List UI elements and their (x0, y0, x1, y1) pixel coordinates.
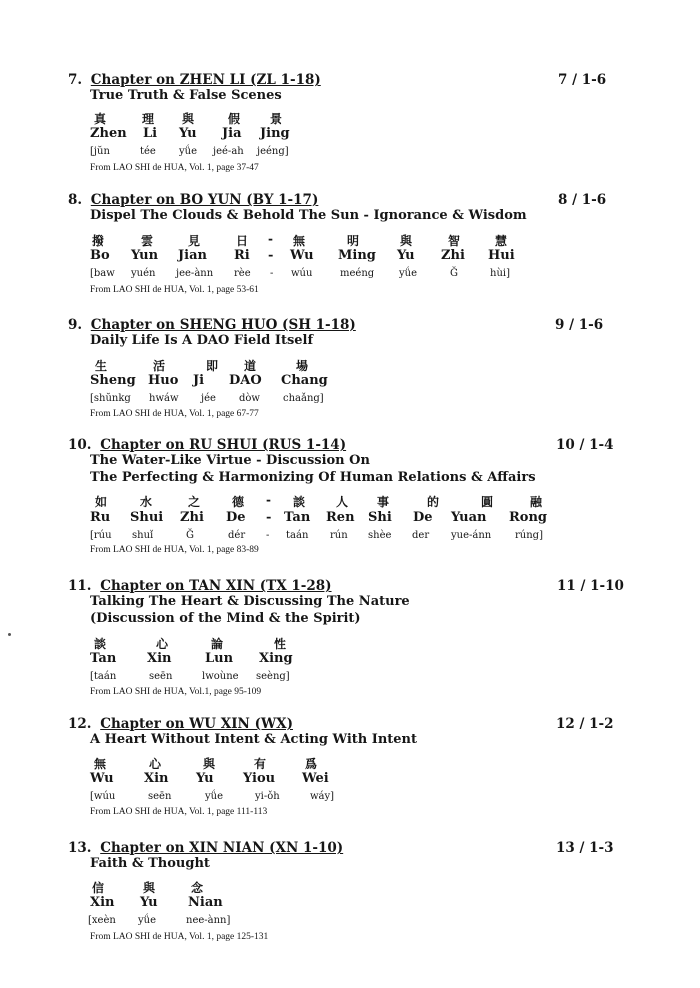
pinyin-word: - (266, 510, 272, 525)
pinyin-row (0, 126, 700, 142)
pronunciation: Ğ (450, 268, 458, 279)
pinyin-word: Chang (281, 373, 328, 388)
source-citation: From LAO SHI de HUA, Vol. 1, page 53-61 (90, 285, 259, 295)
pinyin-row (0, 248, 700, 264)
pronunciation: yǘe (205, 791, 224, 802)
pinyin-word: DAO (229, 373, 262, 388)
chapter-heading (68, 437, 346, 453)
pronunciation: meéng (340, 268, 375, 279)
source-citation: From LAO SHI de HUA, Vol. 1, page 67-77 (90, 409, 259, 419)
pronunciation: yǘe (138, 915, 157, 926)
pronunciation: [baw (90, 268, 115, 279)
pinyin-word: Lun (205, 651, 234, 666)
pinyin-word: Bo (90, 248, 110, 263)
pronunciation-row (0, 671, 700, 687)
pinyin-word: Yu (179, 126, 197, 141)
source-citation: From LAO SHI de HUA, Vol. 1, page 37-47 (90, 163, 259, 173)
chapter-reference: 8 / 1-6 (558, 192, 607, 208)
pinyin-word: Xin (144, 771, 169, 786)
hanzi-char: 道 (244, 359, 257, 373)
pronunciation: [wúu (90, 791, 116, 802)
pinyin-word: Yun (131, 248, 159, 263)
hanzi-char: 智 (448, 234, 461, 248)
pronunciation: dér (228, 530, 246, 541)
pronunciation-row (0, 146, 700, 162)
hanzi-char: 念 (191, 881, 204, 895)
hanzi-char: 雲 (141, 234, 154, 248)
hanzi-row (0, 232, 700, 248)
chapter-reference: 12 / 1-2 (556, 716, 614, 732)
hanzi-char: 慧 (495, 234, 508, 248)
chapter-subtitle: Faith & Thought (90, 856, 210, 871)
pinyin-word: Hui (488, 248, 515, 263)
hanzi-row (0, 110, 700, 126)
pronunciation: seēn (148, 791, 172, 802)
pinyin-row (0, 510, 700, 526)
pinyin-word: Yuan (451, 510, 487, 525)
pinyin-word: Ji (193, 373, 205, 388)
pronunciation-row (0, 791, 700, 807)
pronunciation: yǘe (179, 146, 198, 157)
pronunciation: dòw (239, 393, 260, 404)
pronunciation-row (0, 530, 700, 546)
pronunciation: shuǐ (132, 530, 154, 541)
pinyin-row (0, 895, 700, 911)
chapter-link[interactable]: Chapter on WU XIN (WX) (100, 716, 293, 732)
chapter-number: 13. (68, 840, 92, 856)
pinyin-word: Wu (90, 771, 114, 786)
pronunciation: yuén (131, 268, 156, 279)
hanzi-row (0, 755, 700, 771)
pronunciation: der (412, 530, 430, 541)
pronunciation: yǘe (399, 268, 418, 279)
chapter-reference: 10 / 1-4 (556, 437, 614, 453)
pronunciation: jée (201, 393, 216, 404)
hanzi-char: 圓 (481, 495, 494, 509)
hanzi-char: 德 (232, 495, 245, 509)
pronunciation: hùi] (490, 268, 510, 279)
pinyin-word: Yu (397, 248, 415, 263)
pinyin-word: Ren (326, 510, 355, 525)
pronunciation: shèe (368, 530, 392, 541)
pronunciation-row (0, 393, 700, 409)
chapter-number: 10. (68, 437, 92, 453)
pinyin-word: Sheng (90, 373, 136, 388)
hanzi-char: 生 (95, 359, 108, 373)
pronunciation: jeé-ah (213, 146, 244, 157)
pinyin-word: Zhi (180, 510, 204, 525)
pinyin-word: Xin (90, 895, 115, 910)
hanzi-char: 景 (270, 112, 283, 126)
pronunciation: seēn (149, 671, 173, 682)
hanzi-char: 談 (293, 495, 306, 509)
hanzi-char: 性 (274, 637, 287, 651)
chapter-subtitle: Daily Life Is A DAO Field Itself (90, 333, 314, 348)
hanzi-char: 水 (140, 495, 153, 509)
hanzi-char: 信 (92, 881, 105, 895)
hanzi-char: - (268, 232, 273, 246)
chapter-reference: 9 / 1-6 (555, 317, 604, 333)
source-citation: From LAO SHI de HUA, Vol. 1, page 111-113 (90, 807, 268, 817)
pronunciation: jeéng] (257, 146, 289, 157)
source-citation: From LAO SHI de HUA, Vol. 1, page 125-131 (90, 932, 269, 942)
pinyin-word: Yu (196, 771, 214, 786)
chapter-heading (68, 716, 293, 732)
pronunciation-row (0, 268, 700, 284)
pinyin-row (0, 651, 700, 667)
pinyin-word: - (268, 248, 274, 263)
chapter-heading (68, 840, 343, 856)
pinyin-word: Wei (302, 771, 329, 786)
pronunciation: [taán (90, 671, 117, 682)
pinyin-word: Jian (178, 248, 207, 263)
chapter-heading (68, 317, 356, 333)
chapter-link[interactable]: Chapter on RU SHUI (RUS 1-14) (100, 437, 347, 453)
chapter-number: 12. (68, 716, 92, 732)
hanzi-char: 理 (142, 112, 155, 126)
chapter-reference: 11 / 1-10 (557, 578, 624, 594)
source-citation: From LAO SHI de HUA, Vol.1, page 95-109 (90, 687, 262, 697)
pronunciation: [shŭnkg (90, 393, 131, 404)
chapter-number: 7. (68, 72, 83, 88)
hanzi-row (0, 493, 700, 509)
pronunciation: yue-ánn (451, 530, 492, 541)
hanzi-char: 如 (95, 495, 108, 509)
chapter-subtitle: True Truth & False Scenes (90, 88, 282, 103)
pronunciation: rúng] (515, 530, 543, 541)
chapter-subtitle: Talking The Heart & Discussing The Nature (90, 594, 410, 609)
pinyin-word: Jing (260, 126, 290, 141)
hanzi-char: 假 (228, 112, 241, 126)
pinyin-word: Zhi (441, 248, 465, 263)
hanzi-char: 活 (153, 359, 166, 373)
pinyin-row (0, 373, 700, 389)
chapter-subtitle: The Water-Like Virtue - Discussion On (90, 453, 370, 468)
hanzi-char: 日 (236, 234, 249, 248)
pronunciation: nee-ànn] (186, 915, 231, 926)
chapter-link[interactable]: Chapter on XIN NIAN (XN 1-10) (100, 840, 344, 856)
pronunciation: Ğ (186, 530, 194, 541)
pronunciation: wúu (291, 268, 313, 279)
hanzi-char: - (266, 493, 271, 507)
pronunciation: jee-ànn (176, 268, 214, 279)
hanzi-char: 之 (188, 495, 201, 509)
pinyin-word: De (226, 510, 246, 525)
hanzi-char: 的 (427, 495, 440, 509)
pronunciation: [rúu (90, 530, 112, 541)
source-citation: From LAO SHI de HUA, Vol. 1, page 83-89 (90, 545, 259, 555)
pinyin-word: Ru (90, 510, 111, 525)
pronunciation: yi-ǒh (255, 791, 280, 802)
pinyin-word: De (413, 510, 433, 525)
pronunciation: hwáw (149, 393, 179, 404)
hanzi-char: 談 (94, 637, 107, 651)
chapter-subtitle: The Perfecting & Harmonizing Of Human Relations & Affairs (90, 470, 536, 485)
pinyin-word: Rong (509, 510, 548, 525)
pinyin-word: Wu (290, 248, 314, 263)
pronunciation: tée (140, 146, 156, 157)
pinyin-word: Xing (259, 651, 293, 666)
hanzi-row (0, 635, 700, 651)
hanzi-char: 人 (336, 495, 349, 509)
pronunciation: taán (286, 530, 309, 541)
chapter-reference: 13 / 1-3 (556, 840, 614, 856)
chapter-link[interactable]: Chapter on SHENG HUO (SH 1-18) (90, 317, 356, 333)
hanzi-char: 見 (188, 234, 201, 248)
hanzi-char: 撥 (92, 234, 105, 248)
pronunciation: [xeèn (88, 915, 116, 926)
pronunciation: rèe (234, 268, 251, 279)
chapter-reference: 7 / 1-6 (558, 72, 607, 88)
hanzi-row (0, 357, 700, 373)
hanzi-char: 即 (206, 359, 219, 373)
hanzi-char: 與 (182, 112, 195, 126)
pronunciation: - (266, 530, 270, 541)
pinyin-word: Xin (147, 651, 172, 666)
hanzi-char: 爲 (305, 757, 318, 771)
hanzi-char: 無 (293, 234, 306, 248)
chapter-heading (68, 72, 321, 88)
pronunciation: [jŭn (90, 146, 110, 157)
pinyin-word: Tan (284, 510, 311, 525)
pinyin-word: Ming (338, 248, 376, 263)
hanzi-char: 有 (254, 757, 267, 771)
hanzi-char: 場 (296, 359, 309, 373)
hanzi-char: 心 (156, 637, 169, 651)
chapter-number: 9. (68, 317, 83, 333)
pronunciation: - (270, 268, 274, 279)
pinyin-row (0, 771, 700, 787)
chapter-subtitle: Dispel The Clouds & Behold The Sun - Ignorance & Wisdom (90, 208, 527, 223)
hanzi-char: 與 (400, 234, 413, 248)
pinyin-word: Shi (368, 510, 392, 525)
pinyin-word: Ri (234, 248, 250, 263)
hanzi-char: 融 (530, 495, 543, 509)
pronunciation-row (0, 915, 700, 931)
pinyin-word: Yiou (243, 771, 276, 786)
pronunciation: rún (330, 530, 348, 541)
hanzi-char: 與 (143, 881, 156, 895)
hanzi-char: 明 (347, 234, 360, 248)
chapter-number: 11. (68, 578, 92, 594)
pinyin-word: Huo (148, 373, 179, 388)
chapter-link[interactable]: Chapter on BO YUN (BY 1-17) (90, 192, 319, 208)
chapter-link[interactable]: Chapter on TAN XIN (TX 1-28) (100, 578, 332, 594)
hanzi-char: 論 (211, 637, 224, 651)
hanzi-char: 無 (94, 757, 107, 771)
chapter-heading (68, 192, 318, 208)
pronunciation: lwoùne (202, 671, 239, 682)
pinyin-word: Tan (90, 651, 117, 666)
hanzi-char: 事 (377, 495, 390, 509)
chapter-heading (68, 578, 332, 594)
pinyin-word: Yu (140, 895, 158, 910)
pinyin-word: Nian (188, 895, 223, 910)
pinyin-word: Li (143, 126, 158, 141)
hanzi-char: 真 (94, 112, 107, 126)
pinyin-word: Zhen (90, 126, 127, 141)
hanzi-char: 心 (149, 757, 162, 771)
chapter-link[interactable]: Chapter on ZHEN LI (ZL 1-18) (90, 72, 321, 88)
chapter-number: 8. (68, 192, 83, 208)
pronunciation: wáy] (310, 791, 335, 802)
pronunciation: chaǎng] (283, 393, 324, 404)
pronunciation: seèng] (256, 671, 290, 682)
chapter-subtitle: A Heart Without Intent & Acting With Intent (90, 732, 418, 747)
chapter-subtitle: (Discussion of the Mind & the Spirit) (90, 611, 361, 626)
pinyin-word: Shui (130, 510, 164, 525)
hanzi-char: 與 (203, 757, 216, 771)
pinyin-word: Jia (222, 126, 242, 141)
hanzi-row (0, 879, 700, 895)
